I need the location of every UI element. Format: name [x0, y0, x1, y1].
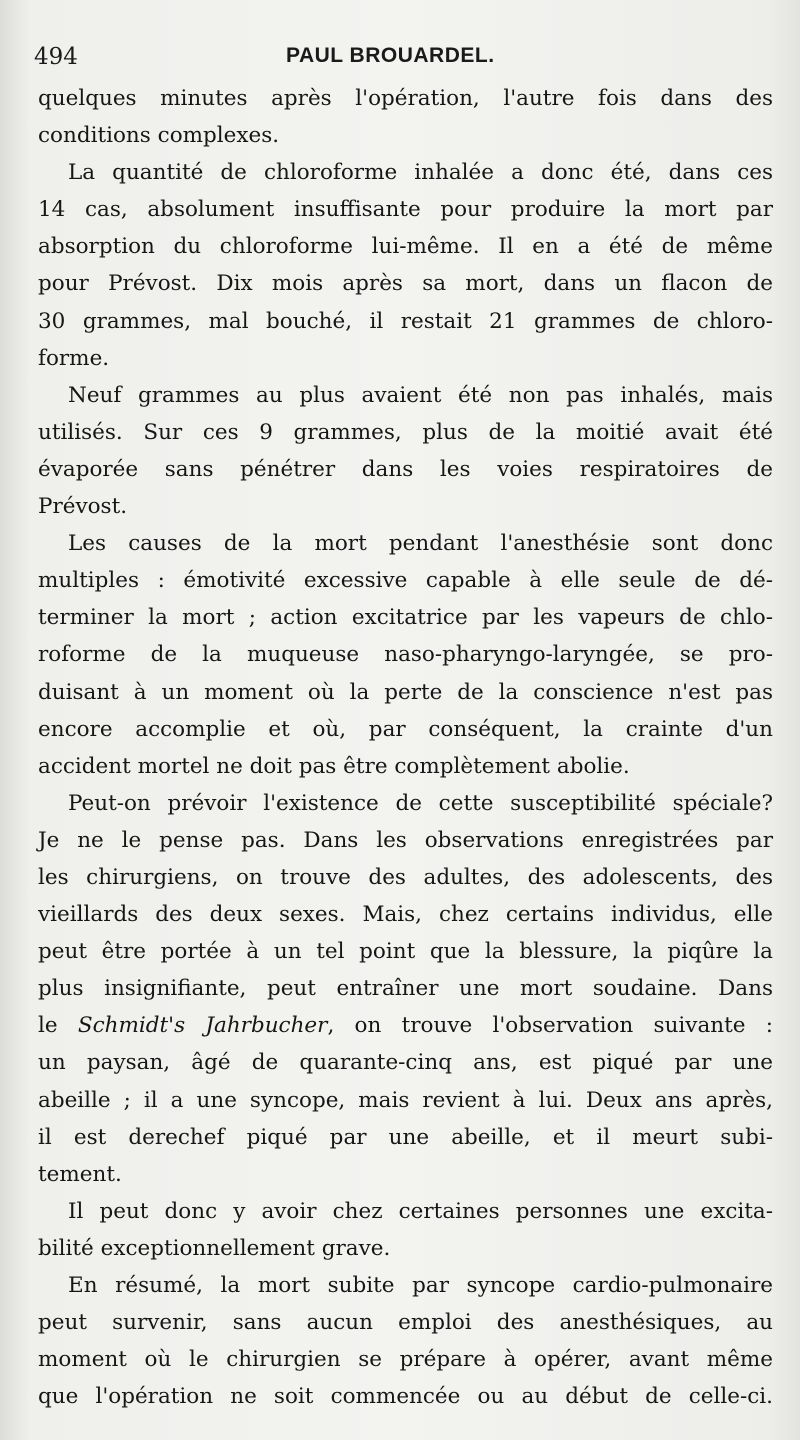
text-line: abeille ; il a une syncope, mais revient à lui. Deux ans après,	[38, 1087, 773, 1113]
text-line: terminer la mort ; action excitatrice par les vapeurs de chlo-	[38, 605, 773, 631]
text-line: accident mortel ne doit pas être complètement abolie.	[38, 753, 630, 779]
text-line: multiples : émotivité excessive capable à elle seule de dé-	[38, 568, 773, 594]
text-line: tement.	[38, 1161, 122, 1187]
text-line: absorption du chloroforme lui-même. Il en a été de même	[38, 234, 773, 260]
text-line: peut survenir, sans aucun emploi des anesthésiques, au	[38, 1310, 773, 1336]
text-line: Prévost.	[38, 494, 128, 520]
page-header	[34, 40, 774, 76]
text-line: bilité exceptionnellement grave.	[38, 1235, 391, 1261]
text-line: peut être portée à un tel point que la blessure, la piqûre la	[38, 939, 773, 965]
paragraph-susceptibility	[38, 785, 773, 1193]
text-line: Neuf grammes au plus avaient été non pas inhalés, mais	[68, 382, 773, 408]
paragraph-causes-of-death	[38, 525, 773, 785]
text-line: 14 cas, absolument insuffisante pour produire la mort par	[38, 197, 773, 223]
text-line: En résumé, la mort subite par syncope cardio-pulmonaire	[68, 1273, 773, 1298]
text-fragment: , on trouve l'observation suivante :	[327, 1013, 773, 1039]
text-line: Il peut donc y avoir chez certaines personnes une excita-	[68, 1198, 773, 1224]
text-line: vieillards des deux sexes. Mais, chez certains individus, elle	[38, 902, 773, 928]
journal-title: Schmidt's Jahrbucher	[77, 1013, 328, 1039]
text-line: Je ne le pense pas. Dans les observations enregistrées par	[38, 827, 773, 853]
paragraph-nine-grams	[38, 377, 773, 525]
paragraph-continuation	[38, 80, 773, 154]
text-line: utilisés. Sur ces 9 grammes, plus de la moitié avait été	[38, 419, 773, 445]
text-line: moment où le chirurgien se prépare à opérer, avant même	[38, 1347, 773, 1373]
text-fragment: le	[38, 1013, 78, 1039]
text-line: forme.	[38, 345, 110, 371]
text-line: plus insignifiante, peut entraîner une mort soudaine. Dans	[38, 976, 773, 1002]
paragraph-excitability	[38, 1193, 773, 1267]
text-line: Peut-on prévoir l'existence de cette susceptibilité spéciale?	[68, 790, 773, 816]
text-line: roforme de la muqueuse naso-pharyngo-laryngée, se pro-	[38, 642, 773, 668]
text-line: encore accomplie et où, par conséquent, la crainte d'un	[38, 716, 773, 742]
text-line: que l'opération ne soit commencée ou au début de celle-ci.	[38, 1384, 773, 1410]
text-line: pour Prévost. Dix mois après sa mort, dans un flacon de	[38, 271, 773, 297]
body-text	[38, 80, 773, 1415]
text-line-with-citation	[38, 1007, 773, 1044]
text-line: évaporée sans pénétrer dans les voies respiratoires de	[38, 456, 773, 482]
text-line: 30 grammes, mal bouché, il restait 21 grammes de chloro-	[38, 308, 773, 334]
running-head: PAUL BROUARDEL.	[286, 44, 495, 67]
page-number: 494	[34, 44, 78, 70]
text-line: duisant à un moment où la perte de la conscience n'est pas	[38, 679, 773, 705]
text-line: quelques minutes après l'opération, l'autre fois dans des	[38, 86, 773, 111]
text-line: conditions complexes.	[38, 123, 280, 149]
text-line: La quantité de chloroforme inhalée a donc été, dans ces	[68, 160, 773, 186]
text-line: un paysan, âgé de quarante-cinq ans, est piqué par une	[38, 1050, 773, 1076]
text-line: les chirurgiens, on trouve des adultes, des adolescents, des	[38, 864, 773, 890]
text-line: il est derechef piqué par une abeille, et il meurt subi-	[38, 1124, 773, 1150]
paragraph-summary	[38, 1267, 773, 1415]
paragraph-chloroform-quantity	[38, 154, 773, 377]
text-line: Les causes de la mort pendant l'anesthésie sont donc	[68, 531, 773, 557]
